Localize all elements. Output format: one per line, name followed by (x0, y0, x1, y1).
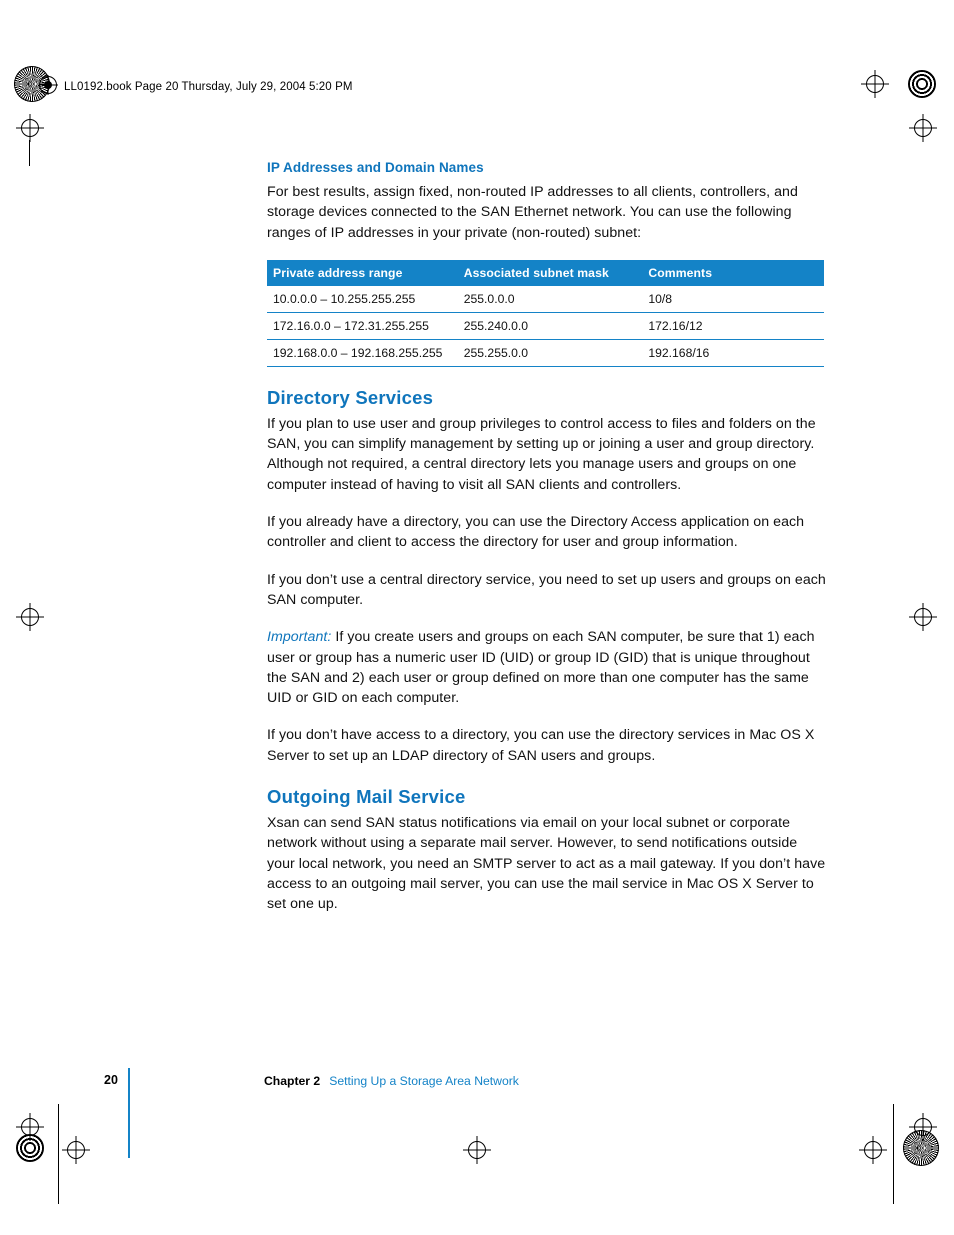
page-number: 20 (104, 1073, 118, 1087)
registration-cross-left-middle (16, 603, 44, 631)
table-row (267, 339, 824, 366)
paragraph-important-note (267, 627, 827, 708)
paragraph-directory-2: If you already have a directory, you can use the Directory Access application on each controller and client to access the directory for user and group information. (267, 514, 805, 551)
paragraph-directory-3: If you don’t use a central directory service, you need to set up users and groups on each SAN computer. (267, 571, 826, 608)
registration-cross-bottom-center (463, 1136, 491, 1164)
registration-cross-right-middle (909, 603, 937, 631)
document-header-line: LL0192.book Page 20 Thursday, July 29, 2004 5:20 PM (64, 81, 353, 93)
page-content (267, 160, 827, 932)
dotburst-mark-top-right (908, 70, 936, 98)
trim-rule-left-vertical (58, 1104, 59, 1204)
footer-chapter-line (264, 1074, 519, 1088)
table-cell-comment: 192.168/16 (642, 339, 824, 366)
table-cell-mask: 255.255.0.0 (458, 339, 643, 366)
registration-cross-right-upper (909, 114, 937, 142)
registration-cross-bottom-right (859, 1136, 887, 1164)
table-cell-comment: 172.16/12 (642, 312, 824, 339)
footer-chapter-label: Chapter 2 (264, 1074, 321, 1088)
table-cell-range: 10.0.0.0 – 10.255.255.255 (267, 286, 458, 313)
registration-cross-left-upper (16, 114, 44, 142)
table-header-row (267, 260, 824, 286)
registration-cross-right-lower (909, 1113, 937, 1141)
footer-chapter-title: Setting Up a Storage Area Network (329, 1074, 519, 1088)
table-header-associated-subnet-mask: Associated subnet mask (458, 260, 643, 286)
table-cell-mask: 255.0.0.0 (458, 286, 643, 313)
table-cell-range: 172.16.0.0 – 172.31.255.255 (267, 312, 458, 339)
important-label: Important: (267, 629, 332, 646)
footer-divider (128, 1068, 130, 1158)
heading-directory-services: Directory Services (267, 386, 434, 408)
table-cell-comment: 10/8 (642, 286, 824, 313)
table-header-comments: Comments (642, 260, 824, 286)
paragraph-ip-intro: For best results, assign fixed, non-routed IP addresses to all clients, controllers, and storage devices connected to the SAN Ethernet network. You can use the following ranges of IP addresses in your private (non-routed) subnet: (267, 184, 798, 241)
header-bullet-icon (38, 75, 58, 95)
subheading-ip-addresses: IP Addresses and Domain Names (267, 160, 484, 175)
registration-cross-top-right (861, 70, 889, 98)
important-text: If you create users and groups on each SAN computer, be sure that 1) each user or group has a numeric user ID (UID) or group ID (GID) that is unique throughout the SAN and 2) each user or group defined on more than one computer has the same UID or GID on each computer. (267, 629, 815, 707)
paragraph-directory-1: If you plan to use user and group privileges to control access to files and folders on the SAN, you can simplify management by setting up or joining a user and group directory. Although not required, a central directory lets you manage users and groups on one computer instead of having to visit all SAN clients and controllers. (267, 415, 816, 493)
registration-cross-bottom-left (62, 1136, 90, 1164)
table-row (267, 312, 824, 339)
table-header-private-address-range: Private address range (267, 260, 458, 286)
paragraph-directory-4: If you don’t have access to a directory, you can use the directory services in Mac OS X Server to set up an LDAP directory of SAN users and groups. (267, 727, 815, 764)
table-cell-mask: 255.240.0.0 (458, 312, 643, 339)
paragraph-mail: Xsan can send SAN status notifications via email on your local subnet or corporate network without using a separate mail server. However, to send notifications outside your local network, you need an SMTP server to act as a mail gateway. If you don’t have access to an outgoing mail server, you can use the mail service in Mac OS X Server to set one up. (267, 815, 826, 913)
table-row (267, 286, 824, 313)
ip-address-ranges-table (267, 260, 824, 367)
heading-outgoing-mail-service: Outgoing Mail Service (267, 786, 466, 808)
trim-rule-right-vertical (893, 1104, 894, 1204)
table-cell-range: 192.168.0.0 – 192.168.255.255 (267, 339, 458, 366)
registration-cross-left-lower (16, 1113, 44, 1141)
trim-rule-left-upper (29, 140, 30, 166)
